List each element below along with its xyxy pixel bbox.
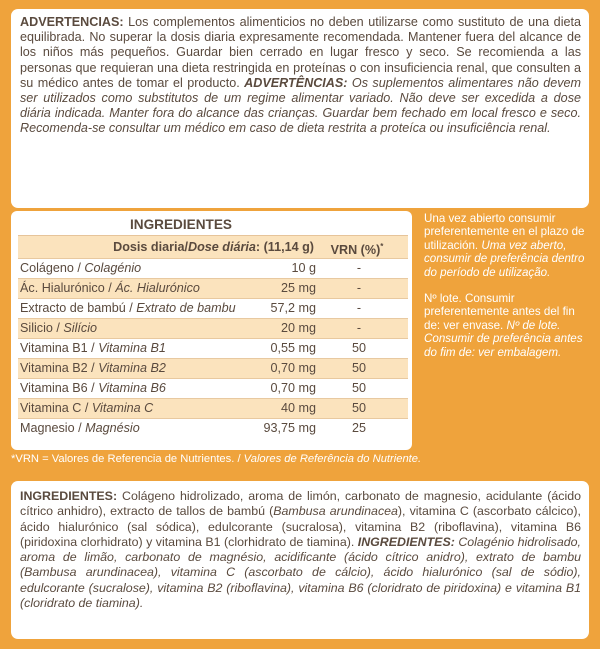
ingredients-title-es: INGREDIENTES: <box>20 489 118 503</box>
nutrient-name-es: Ác. Hialurónico <box>20 281 105 295</box>
nutrient-name-es: Colágeno <box>20 261 74 275</box>
table-row <box>18 298 408 318</box>
nutrient-vrn: 25 <box>351 421 366 435</box>
ingredients-es-part1: Colágeno hidrolizado, aroma de limón, carbonato de magnesio, acidulante (ácido cítrico anhidro), extracto de tallos de bambú ( <box>20 489 581 519</box>
table-row <box>18 258 408 278</box>
nutrient-name <box>18 319 238 338</box>
nutrient-vrn: 50 <box>351 341 366 355</box>
nutrient-qty: 10 g <box>291 261 316 275</box>
ingredients-text-pt: Colagénio hidrolisado, aroma de limão, carbonato de magnésio, acidificante (ácido cítrico anidro), extrato de bambu (Bambusa arundinacea), vitamina C (ascorbato de cálcio), ácido hialurónico (sal de sódio), edulcorante (sucralose), vitamina B2 (riboflavina), vitamina B6 (cloridrato de piridoxina) e vitamina B1 (cloridrato de tiamina). <box>20 534 581 611</box>
name-sep: / <box>74 421 86 435</box>
lot-note-pt: Nº de lote. Consumir de preferência antes do fim de: ver embalagem. <box>424 318 583 359</box>
name-sep: / <box>87 361 99 375</box>
warnings-title-pt: ADVERTÊNCIAS: <box>244 75 348 90</box>
nutrient-name <box>18 339 238 358</box>
nutrient-vrn: - <box>356 321 362 335</box>
nutrient-vrn: - <box>356 261 362 275</box>
nutrient-qty: 0,70 mg <box>270 381 316 395</box>
nutrient-name-es: Silicio <box>20 321 53 335</box>
nutrient-name <box>18 259 238 278</box>
nutrient-vrn: - <box>356 281 362 295</box>
header-dose-pt: Dose diária <box>188 240 256 254</box>
opened-note-pt: Uma vez aberto, consumir de preferência dentro do período de utilização. <box>424 238 585 279</box>
nutrient-name <box>18 419 238 438</box>
lot-note-es: Nº lote. Consumir preferentemente antes del fin de: ver envase. <box>424 292 575 332</box>
nutrient-qty: 93,75 mg <box>263 421 316 435</box>
nutrient-name-pt: Magnésio <box>85 421 140 435</box>
nutrient-qty: 20 mg <box>280 321 316 335</box>
warnings-text-pt: Os suplementos alimentares não devem ser utilizados como substitutos de um regime alimentar variado. Não deve ser excedida a dose diária indicada. Manter fora do alcance das crianças. Guardar bem fechado em local fresco e seco. Recomenda-se consultar um médico em caso de dieta restrita a proteíca ou insuficiência renal. <box>20 75 581 136</box>
nutrient-name-pt: Silício <box>63 321 97 335</box>
nutrient-qty: 25 mg <box>280 281 316 295</box>
nutrient-name-es: Vitamina B6 <box>20 381 88 395</box>
warnings-text <box>20 15 581 137</box>
nutrient-vrn: 50 <box>351 381 366 395</box>
nutrient-vrn: 50 <box>351 361 366 375</box>
side-notes <box>424 212 592 372</box>
nutrition-table <box>11 211 412 450</box>
vrn-note <box>11 453 591 466</box>
lot-note <box>424 292 592 359</box>
nutrient-name-es: Magnesio <box>20 421 75 435</box>
nutrient-name-pt: Ác. Hialurónico <box>115 281 200 295</box>
header-dose <box>18 236 314 258</box>
warnings-text-es: Los complementos alimenticios no deben utilizarse como sustituto de una dieta equilibrada. No superar la dosis diaria expresamente recomendada. Mantener fuera del alcance de los niños más pequeños. Guardar bien cerrado en lugar fresco y seco. Se recomienda a las personas que requieran una dieta restringida en proteínas o con insuficiencia renal, que consulten a su médico antes de tomar el producto. <box>20 15 581 90</box>
nutrient-name-pt: Colagénio <box>84 261 142 275</box>
warnings-box <box>11 9 589 208</box>
table-row <box>18 358 408 378</box>
vrn-note-es: *VRN = Valores de Referencia de Nutrientes. / <box>11 453 244 465</box>
nutrient-name-es: Vitamina C <box>20 401 82 415</box>
opened-note <box>424 212 592 279</box>
nutrient-qty: 0,55 mg <box>270 341 316 355</box>
table-row <box>18 418 408 438</box>
table-title: INGREDIENTES <box>130 217 232 232</box>
nutrient-name <box>18 379 238 398</box>
ingredients-text <box>20 489 581 611</box>
nutrient-name <box>18 359 238 378</box>
table-row <box>18 378 408 398</box>
nutrient-name-pt: Extrato de bambu <box>136 301 236 315</box>
nutrient-qty: 40 mg <box>280 401 316 415</box>
ingredients-es-part2: ), vitamina C (ascorbato cálcico), ácido hialurónico (sal sódica), edulcorante (sucralosa), vitamina B2 (riboflavina), vitamina B6 (piridoxina clorhidrato) y vitamina B1 (clorhidrato de tiamina). <box>20 504 581 549</box>
nutrient-qty: 0,70 mg <box>270 361 316 375</box>
nutrient-vrn: - <box>356 301 362 315</box>
nutrient-name-es: Vitamina B2 <box>20 361 88 375</box>
nutrient-name <box>18 279 238 298</box>
nutrient-name <box>18 399 238 418</box>
header-qty: : (11,14 g) <box>255 240 314 254</box>
vrn-note-pt: Valores de Referência do Nutriente. <box>243 453 422 465</box>
name-sep: / <box>104 281 116 295</box>
name-sep: / <box>81 401 92 415</box>
header-vrn-sup: * <box>380 242 384 251</box>
table-row <box>18 338 408 358</box>
name-sep: / <box>87 341 99 355</box>
nutrient-name <box>18 299 238 318</box>
ingredients-title-pt: INGREDIENTES: <box>357 534 455 549</box>
nutrient-vrn: 50 <box>351 401 366 415</box>
nutrient-name-pt: Vitamina B1 <box>98 341 166 355</box>
table-body <box>18 258 408 438</box>
table-row <box>18 398 408 418</box>
header-vrn-label: VRN (%) <box>330 243 381 258</box>
ingredients-box <box>11 481 589 639</box>
nutrient-name-pt: Vitamina C <box>91 401 154 415</box>
table-row <box>18 318 408 338</box>
table-row <box>18 278 408 298</box>
nutrient-qty: 57,2 mg <box>270 301 316 315</box>
warnings-title-es: ADVERTENCIAS: <box>20 15 124 29</box>
header-dose-es: Dosis diaria <box>113 240 185 254</box>
header-vrn <box>314 236 400 258</box>
name-sep: / <box>73 261 85 275</box>
header-sep: / <box>184 240 188 254</box>
name-sep: / <box>52 321 64 335</box>
name-sep: / <box>87 381 99 395</box>
nutrient-name-es: Extracto de bambú <box>20 301 126 315</box>
opened-note-es: Una vez abierto consumir preferentemente en el plazo de utilización. <box>424 212 585 252</box>
nutrient-name-es: Vitamina B1 <box>20 341 88 355</box>
nutrient-name-pt: Vitamina B2 <box>98 361 166 375</box>
ingredients-es-latin: Bambusa arundinacea <box>273 504 398 519</box>
table-header <box>18 235 408 258</box>
name-sep: / <box>125 301 137 315</box>
nutrient-name-pt: Vitamina B6 <box>98 381 166 395</box>
